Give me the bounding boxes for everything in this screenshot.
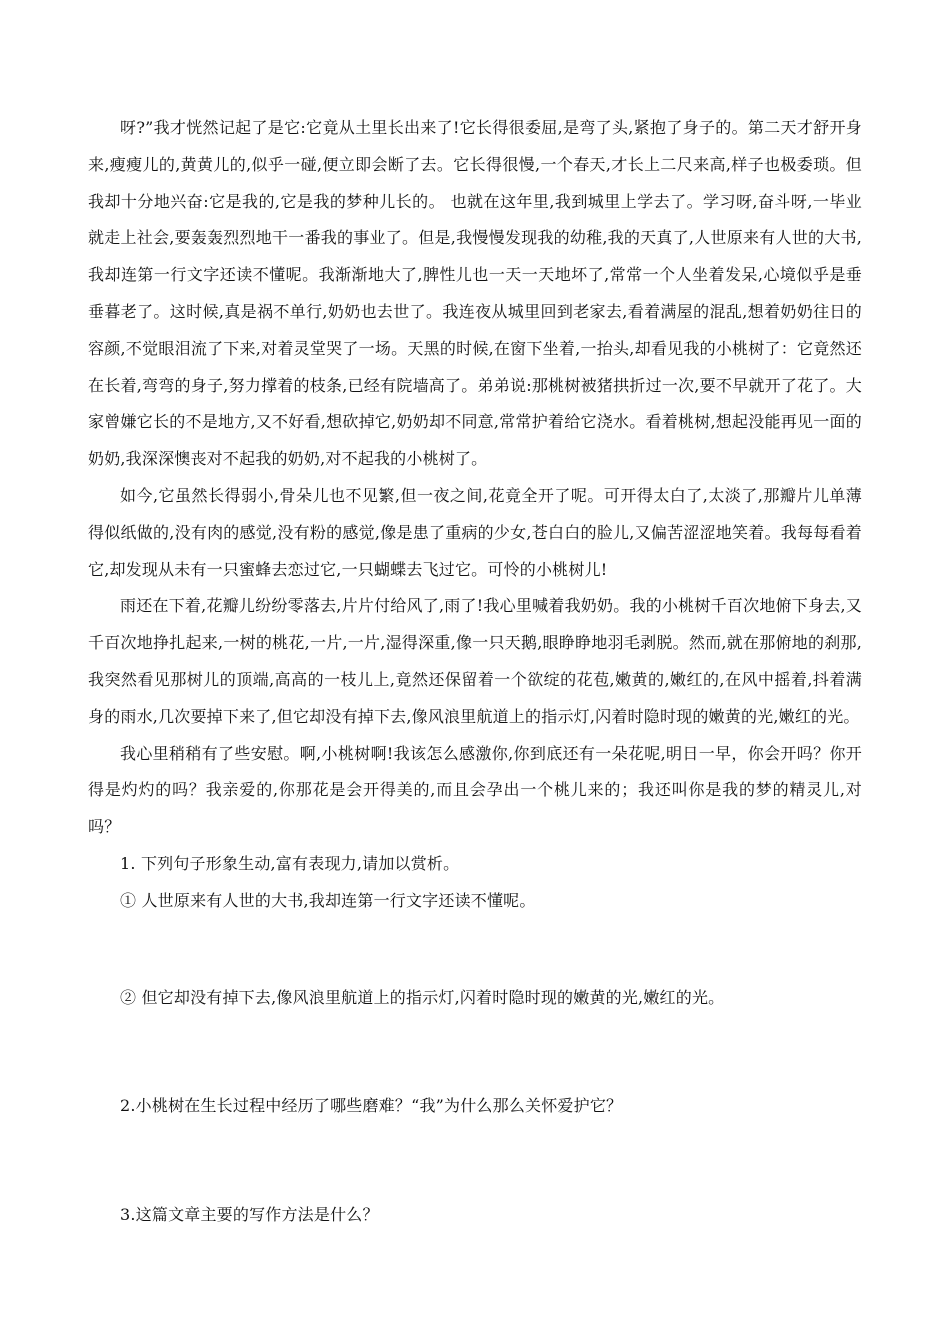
document-body xyxy=(88,110,862,1234)
question-3: 3.这篇文章主要的写作方法是什么？ xyxy=(120,1205,379,1225)
question-2: 2.小桃树在生长过程中经历了哪些磨难？“我”为什么那么关怀爱护它？ xyxy=(120,1096,623,1116)
answer-space xyxy=(88,1016,862,1088)
passage-paragraph-2: 如今,它虽然长得弱小,骨朵儿也不见繁,但一夜之间,花竟全开了呢。可开得太白了,太淡了,那瓣片儿单薄得似纸做的,没有肉的感觉,没有粉的感觉,像是患了重病的少女,苍白白的脸儿,又偏苦涩涩地笑着。我每每看着它,却发现从未有一只蜜蜂去恋过它,一只蝴蝶去飞过它。可怜的小桃树儿! xyxy=(88,485,862,579)
passage-paragraph-4: 我心里稍稍有了些安慰。啊,小桃树啊!我该怎么感激你,你到底还有一朵花呢,明日一早，你会开吗？你开得是灼灼的吗？我亲爱的,你那花是会开得美的,而且会孕出一个桃儿来的；我还叫你是我的梦的精灵儿,对吗？ xyxy=(88,743,862,837)
question-1-item-2: ② 但它却没有掉下去,像风浪里航道上的指示灯,闪着时隐时现的嫩黄的光,嫩红的光。 xyxy=(120,987,725,1007)
answer-space xyxy=(88,1125,862,1197)
answer-space xyxy=(88,920,862,980)
question-1-item-1: ① 人世原来有人世的大书,我却连第一行文字还读不懂呢。 xyxy=(120,890,536,910)
question-1-title: 1. 下列句子形象生动,富有表现力,请加以赏析。 xyxy=(120,853,460,873)
passage-paragraph-3: 雨还在下着,花瓣儿纷纷零落去,片片付给风了,雨了!我心里喊着我奶奶。我的小桃树千百次地俯下身去,又千百次地挣扎起来,一树的桃花,一片,一片,湿得深重,像一只天鹅,眼睁睁地羽毛剥脱。然而,就在那俯地的刹那,我突然看见那树儿的顶端,高高的一枝儿上,竟然还保留着一个欲绽的花苞,嫩黄的,嫩红的,在风中摇着,抖着满身的雨水,几次要掉下来了,但它却没有掉下去,像风浪里航道上的指示灯,闪着时隐时现的嫩黄的光,嫩红的光。 xyxy=(88,596,862,726)
passage-paragraph-1: 呀?”我才恍然记起了是它:它竟从土里长出来了!它长得很委屈,是弯了头,紧抱了身子的。第二天才舒开身来,瘦瘦儿的,黄黄儿的,似乎一碰,便立即会断了去。它长得很慢,一个春天,才长上二尺来高,样子也极委琐。但我却十分地兴奋:它是我的,它是我的梦种儿长的。 也就在这年里,我到城里上学去了。学习呀,奋斗呀,一毕业就走上社会,要轰轰烈烈地干一番我的事业了。但是,我慢慢发现我的幼稚,我的天真了,人世原来有人世的大书,我却连第一行文字还读不懂呢。我渐渐地大了,脾性儿也一天一天地坏了,常常一个人坐着发呆,心境似乎是垂垂暮老了。这时候,真是祸不单行,奶奶也去世了。我连夜从城里回到老家去,看着满屋的混乱,想着奶奶往日的容颜,不觉眼泪流了下来,对着灵堂哭了一场。天黑的时候,在窗下坐着,一抬头,却看见我的小桃树了：它竟然还在长着,弯弯的身子,努力撑着的枝条,已经有院墙高了。弟弟说:那桃树被猪拱折过一次,要不早就开了花了。大家曾嫌它长的不是地方,又不好看,想砍掉它,奶奶却不同意,常常护着给它浇水。看着桃树,想起没能再见一面的奶奶,我深深懊丧对不起我的奶奶,对不起我的小桃树了。 xyxy=(88,118,862,469)
